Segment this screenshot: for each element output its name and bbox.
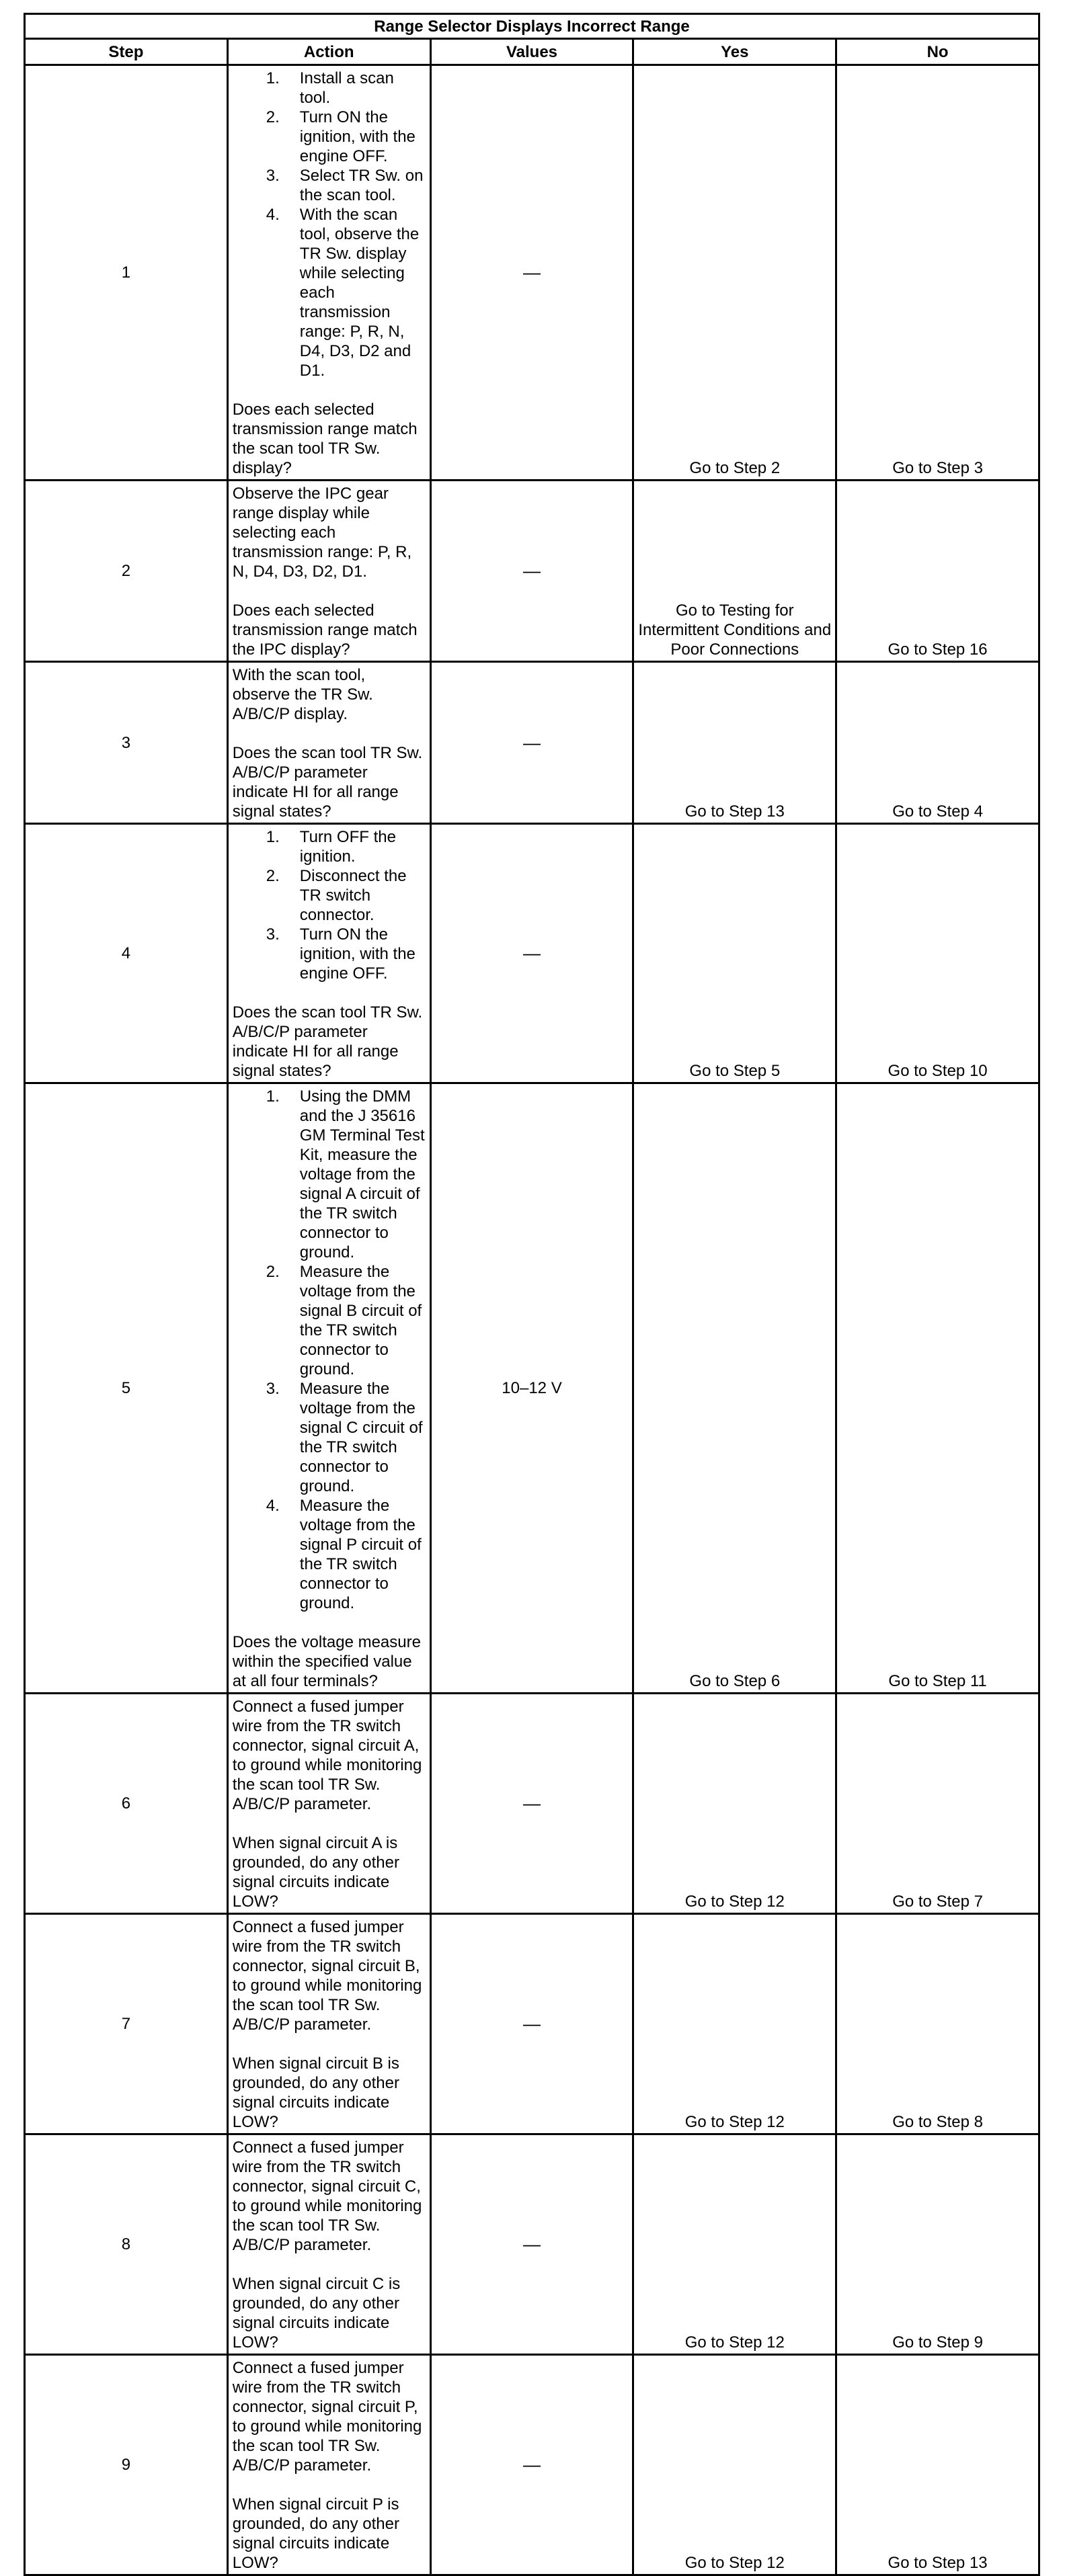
list-item-number: 3.	[266, 167, 280, 185]
list-item-text: Turn ON the ignition, with the engine OFF.	[299, 108, 416, 165]
action-question: Does each selected transmission range match the scan tool TR Sw. display?	[232, 401, 418, 477]
list-item	[233, 205, 426, 380]
value-cell: —	[430, 2355, 633, 2575]
action-cell	[227, 1694, 430, 1914]
action-text: With the scan tool, observe the TR Sw. A/B/C/P display.	[232, 666, 373, 723]
list-item-text: With the scan tool, observe the TR Sw. display while selecting each transmission range: P, R, N, D4, D3, D2 and D1.	[299, 206, 420, 380]
list-item-text: Turn ON the ignition, with the engine OFF.	[299, 925, 416, 983]
list-item-text: Turn OFF the ignition.	[299, 828, 396, 866]
action-instructions	[233, 1087, 426, 1613]
list-item	[233, 69, 426, 108]
action-text: Connect a fused jumper wire from the TR switch connector, signal circuit P, to ground while monitoring the scan tool TR Sw. A/B/C/P parameter.	[232, 2359, 422, 2475]
list-item	[233, 1262, 426, 1379]
no-cell: Go to Step 13	[836, 2355, 1039, 2575]
list-item-number: 2.	[266, 867, 280, 885]
list-item	[233, 866, 426, 925]
action-steps-list	[233, 827, 426, 983]
action-question: When signal circuit P is grounded, do any other signal circuits indicate LOW?	[232, 2495, 399, 2572]
action-cell	[227, 2355, 430, 2575]
no-cell: Go to Step 9	[836, 2134, 1039, 2355]
action-cell	[227, 1914, 430, 2134]
header-action: Action	[227, 39, 430, 65]
action-question: When signal circuit C is grounded, do any other signal circuits indicate LOW?	[232, 2275, 401, 2352]
yes-cell: Go to Step 5	[633, 824, 836, 1083]
value-cell: —	[430, 824, 633, 1083]
header-yes: Yes	[633, 39, 836, 65]
list-item-text: Disconnect the TR switch connector.	[299, 867, 407, 924]
table-row	[25, 1694, 1039, 1914]
action-cell	[227, 662, 430, 824]
action-cell	[227, 2134, 430, 2355]
value-cell: —	[430, 2134, 633, 2355]
diagnostic-table-frame	[24, 13, 1040, 2576]
list-item	[233, 1496, 426, 1613]
table-row	[25, 65, 1039, 481]
list-item-text: Using the DMM and the J 35616 GM Terminal Test Kit, measure the voltage from the signal A circuit of the TR switch connector to ground.	[299, 1087, 425, 1261]
list-item-text: Select TR Sw. on the scan tool.	[299, 167, 424, 204]
table-row	[25, 481, 1039, 662]
list-item-number: 1.	[266, 1087, 280, 1106]
action-text: Connect a fused jumper wire from the TR switch connector, signal circuit A, to ground while monitoring the scan tool TR Sw. A/B/C/P parameter.	[232, 1698, 422, 1813]
no-cell: Go to Step 7	[836, 1694, 1039, 1914]
table-row	[25, 662, 1039, 824]
list-item-text: Measure the voltage from the signal P circuit of the TR switch connector to ground.	[299, 1497, 422, 1612]
yes-cell: Go to Step 2	[633, 65, 836, 481]
header-no: No	[836, 39, 1039, 65]
no-cell: Go to Step 3	[836, 65, 1039, 481]
yes-cell: Go to Step 12	[633, 2134, 836, 2355]
no-cell: Go to Step 4	[836, 662, 1039, 824]
table-row	[25, 2355, 1039, 2575]
list-item-number: 2.	[266, 108, 280, 126]
list-item	[233, 108, 426, 166]
step-number: 3	[25, 662, 228, 824]
yes-cell: Go to Step 12	[633, 1914, 836, 2134]
list-item	[233, 1379, 426, 1496]
step-number: 5	[25, 1083, 228, 1694]
action-text: Observe the IPC gear range display while selecting each transmission range: P, R, N, D4, D3, D2, D1.	[232, 485, 412, 581]
table-title-row	[25, 14, 1039, 39]
value-cell: —	[430, 1914, 633, 2134]
yes-cell: Go to Testing for Intermittent Conditions and Poor Connections	[633, 481, 836, 662]
value-cell: 10–12 V	[430, 1083, 633, 1694]
action-instructions	[233, 1917, 426, 2034]
list-item	[233, 827, 426, 866]
table-row	[25, 1083, 1039, 1694]
action-cell	[227, 65, 430, 481]
table-row	[25, 2134, 1039, 2355]
step-number: 8	[25, 2134, 228, 2355]
no-cell: Go to Step 8	[836, 1914, 1039, 2134]
list-item	[233, 925, 426, 983]
list-item-text: Measure the voltage from the signal C circuit of the TR switch connector to ground.	[299, 1380, 423, 1495]
action-instructions	[233, 665, 426, 724]
action-cell	[227, 824, 430, 1083]
value-cell: —	[430, 662, 633, 824]
list-item-text: Install a scan tool.	[299, 69, 394, 107]
yes-cell: Go to Step 6	[633, 1083, 836, 1694]
yes-cell: Go to Step 12	[633, 2355, 836, 2575]
list-item-number: 4.	[266, 1497, 280, 1515]
header-step: Step	[25, 39, 228, 65]
step-number: 4	[25, 824, 228, 1083]
table-row	[25, 1914, 1039, 2134]
action-instructions	[233, 2138, 426, 2255]
list-item	[233, 166, 426, 205]
value-cell: —	[430, 65, 633, 481]
action-steps-list	[233, 69, 426, 380]
action-text: Connect a fused jumper wire from the TR switch connector, signal circuit B, to ground while monitoring the scan tool TR Sw. A/B/C/P parameter.	[232, 1918, 422, 2034]
step-number: 2	[25, 481, 228, 662]
step-number: 9	[25, 2355, 228, 2575]
action-instructions	[233, 484, 426, 581]
no-cell: Go to Step 11	[836, 1083, 1039, 1694]
list-item-number: 1.	[266, 69, 280, 87]
action-steps-list	[233, 1087, 426, 1613]
action-cell	[227, 481, 430, 662]
list-item-text: Measure the voltage from the signal B circuit of the TR switch connector to ground.	[299, 1263, 422, 1378]
step-number: 6	[25, 1694, 228, 1914]
step-number: 1	[25, 65, 228, 481]
action-instructions	[233, 827, 426, 983]
no-cell: Go to Step 16	[836, 481, 1039, 662]
action-text: Connect a fused jumper wire from the TR switch connector, signal circuit C, to ground while monitoring the scan tool TR Sw. A/B/C/P parameter.	[232, 2138, 422, 2254]
list-item-number: 4.	[266, 206, 280, 224]
action-cell	[227, 1083, 430, 1694]
action-question: When signal circuit B is grounded, do any other signal circuits indicate LOW?	[232, 2054, 399, 2131]
diagnostic-table	[24, 13, 1040, 2576]
list-item-number: 1.	[266, 828, 280, 846]
header-values: Values	[430, 39, 633, 65]
list-item	[233, 1087, 426, 1262]
no-cell: Go to Step 10	[836, 824, 1039, 1083]
action-question: Does the scan tool TR Sw. A/B/C/P parameter indicate HI for all range signal states?	[232, 1003, 423, 1080]
action-instructions	[233, 69, 426, 380]
list-item-number: 2.	[266, 1263, 280, 1281]
action-instructions	[233, 1697, 426, 1814]
value-cell: —	[430, 481, 633, 662]
action-question: When signal circuit A is grounded, do any other signal circuits indicate LOW?	[232, 1834, 399, 1911]
table-title: Range Selector Displays Incorrect Range	[25, 14, 1039, 39]
step-number: 7	[25, 1914, 228, 2134]
action-question: Does the voltage measure within the specified value at all four terminals?	[232, 1633, 421, 1690]
list-item-number: 3.	[266, 1380, 280, 1398]
action-question: Does the scan tool TR Sw. A/B/C/P parameter indicate HI for all range signal states?	[232, 744, 423, 821]
table-body	[25, 65, 1039, 2575]
table-header-row	[25, 39, 1039, 65]
action-instructions	[233, 2358, 426, 2475]
action-question: Does each selected transmission range match the IPC display?	[232, 601, 418, 659]
yes-cell: Go to Step 12	[633, 1694, 836, 1914]
list-item-number: 3.	[266, 925, 280, 944]
table-row	[25, 824, 1039, 1083]
value-cell: —	[430, 1694, 633, 1914]
yes-cell: Go to Step 13	[633, 662, 836, 824]
